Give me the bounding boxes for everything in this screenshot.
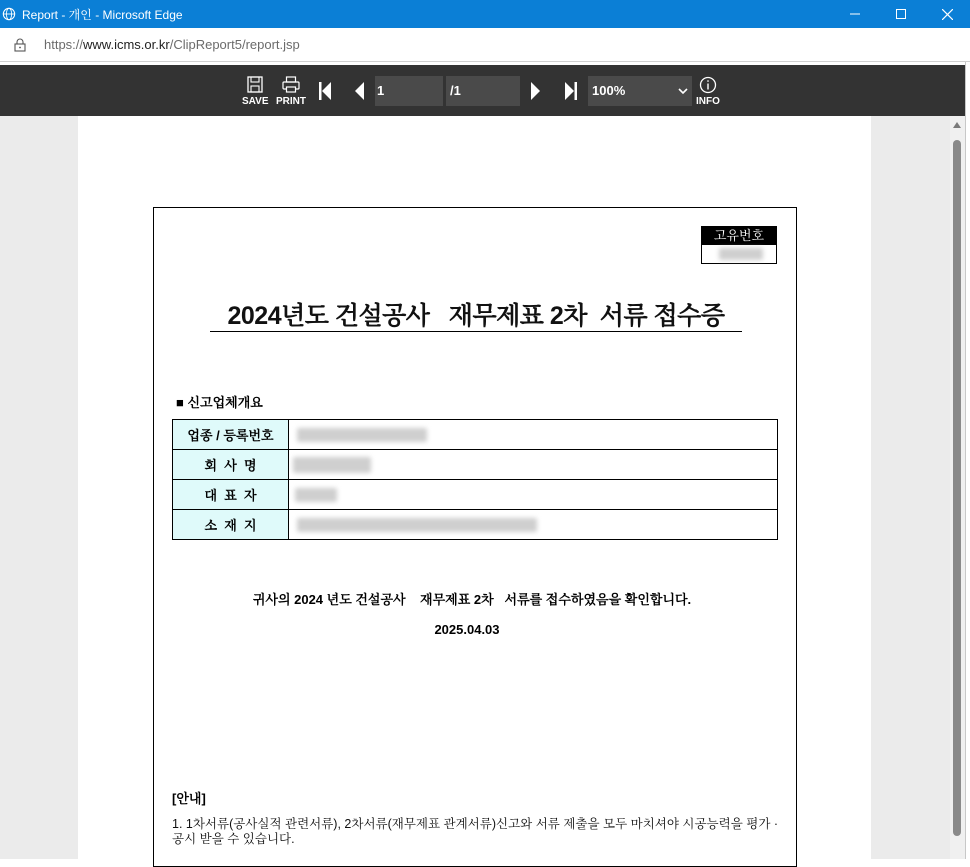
window-title: Report - 개인 - Microsoft Edge [22,7,183,22]
table-row [173,420,778,450]
window-title-bar [0,0,970,28]
scroll-up-icon[interactable] [953,122,961,128]
company-info-table [172,419,778,540]
printer-icon [282,76,300,93]
minimize-button[interactable] [832,0,878,28]
row-label-company: 회 사 명 [173,450,289,480]
scrollbar-thumb[interactable] [953,140,961,836]
redacted-value [293,457,371,473]
url-text[interactable] [44,37,300,52]
row-label-business: 업종 / 등록번호 [173,420,289,450]
table-row [173,450,778,480]
zoom-select[interactable] [588,76,692,106]
address-bar[interactable] [0,28,970,62]
current-page-input[interactable]: 1 [375,76,443,106]
save-label: SAVE [242,96,269,107]
row-value-business [289,420,778,450]
print-button[interactable] [276,76,306,107]
url-path: /ClipReport5/report.jsp [169,37,300,52]
lock-icon [14,38,26,52]
row-value-address [289,510,778,540]
close-icon [942,9,953,20]
report-page [78,116,871,859]
redacted-value [295,488,337,502]
maximize-icon [896,9,906,19]
first-page-icon[interactable] [318,82,332,100]
next-page-icon[interactable] [531,82,541,100]
save-icon [247,76,263,93]
total-pages: /1 [446,76,520,106]
id-number-redacted [719,248,763,260]
title-underline [210,331,742,332]
row-label-representative: 대 표 자 [173,480,289,510]
row-value-representative [289,480,778,510]
minimize-icon [850,9,860,19]
maximize-button[interactable] [878,0,924,28]
receipt-date: 2025.04.03 [434,622,500,637]
info-label: INFO [696,96,720,107]
redacted-value [297,518,537,532]
save-button[interactable] [242,76,269,107]
report-viewer[interactable] [0,116,950,859]
table-row [173,510,778,540]
confirmation-text: 귀사의 2024 년도 건설공사 재무제표 2차 서류를 접수하였음을 확인합니다. [252,592,692,607]
document-title: 2024년도 건설공사 재무제표 2차 서류 접수증 [227,302,725,330]
id-number-label: 고유번호 [702,227,776,245]
chevron-down-icon [678,76,688,106]
vertical-scrollbar[interactable] [950,116,965,859]
info-button[interactable] [696,76,720,107]
url-prefix: https:// [44,37,84,52]
row-value-company [289,450,778,480]
close-button[interactable] [924,0,970,28]
table-row [173,480,778,510]
row-label-address: 소 재 지 [173,510,289,540]
previous-page-icon[interactable] [354,82,364,100]
info-icon [699,76,717,94]
globe-icon [2,7,16,21]
notice-heading: [안내] [172,791,206,806]
window-edge [965,62,970,859]
zoom-value: 100% [592,83,626,98]
section-title: ■ 신고업체개요 [176,395,263,410]
id-number-box [701,226,777,264]
print-label: PRINT [276,96,306,107]
url-domain: www.icms.or.kr [83,37,170,52]
redacted-value [297,428,427,442]
notice-text: 1. 1차서류(공사실적 관련서류), 2차서류(재무제표 관계서류)신고와 서류 제출을 모두 마치셔야 시공능력을 평가 · 공시 받을 수 있습니다. [172,817,779,846]
report-toolbar [0,65,965,116]
receipt-document [153,207,797,867]
last-page-icon[interactable] [564,82,578,100]
